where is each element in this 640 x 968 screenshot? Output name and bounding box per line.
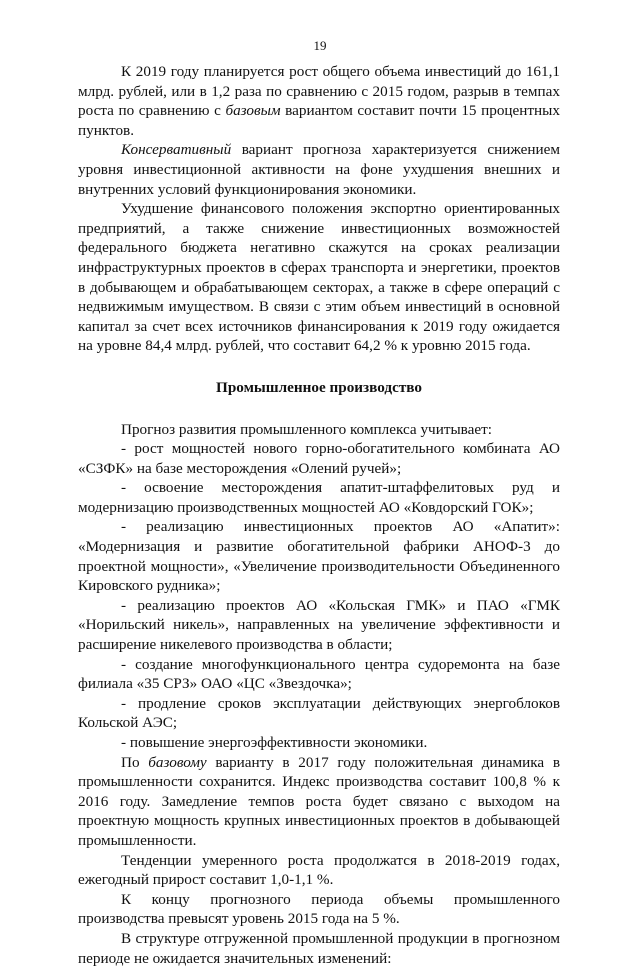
list-item: - освоение месторождения апатит-штаффелитовых руд и модернизацию производственных мощностей АО «Ковдорский ГОК»;	[78, 479, 560, 516]
list-item: - продление сроков эксплуатации действующих энергоблоков Кольской АЭС;	[78, 694, 560, 732]
paragraph-base-part2: варианту в 2017 году положительная динамика в промышленности сохранится. Индекс производства составит 100,8 % к 2016 году. Замедление темпов роста будет связано с выходом на проектную мощность крупных инвестиционных проектов в добывающей промышленности.	[78, 753, 560, 849]
paragraph-conservative	[78, 140, 560, 199]
paragraph-investment-part2: вариантом составит почти 15 процентных пунктов.	[78, 102, 560, 139]
paragraph-conservative-text: вариант прогноза характеризуется снижением уровня инвестиционной активности на фоне ухудшения внешних и внутренних условий функционирования экономики.	[78, 141, 560, 198]
paragraph-investment-part1: К 2019 году планируется рост общего объема инвестиций до 161,1 млрд. рублей, или в 1,2 раза по сравнению с 2015 годом, разрыв в темпах роста по сравнению с	[78, 63, 560, 120]
paragraph-end-of-period: К концу прогнозного периода объемы промышленного производства превысят уровень 2015 года на 5 %.	[78, 890, 560, 928]
forecast-intro: Прогноз развития промышленного комплекса учитывает:	[121, 420, 492, 438]
emphasis-conservative: Консервативный	[121, 141, 232, 159]
paragraph-worsening: Ухудшение финансового положения экспортно ориентированных предприятий, а также снижение инвестиционных возможностей федерального бюджета негативно скажутся на сроках реализации инфраструктурных проектов в сферах транспорта и энергетики, проектов в добывающем и обрабатывающем секторах, а также в сфере операций с недвижимым имуществом. В связи с этим объем инвестиций в основной капитал за счет всех источников финансирования к 2019 году ожидается на уровне 84,4 млрд. рублей, что составит 64,2 % к уровню 2015 года.	[78, 200, 560, 355]
paragraph-structure: В структуре отгруженной промышленной продукции в прогнозном периоде не ожидается значительных изменений:	[78, 929, 560, 967]
list-item: - рост мощностей нового горно-обогатительного комбината АО «СЗФК» на базе месторождения «Олений ручей»;	[78, 440, 560, 477]
paragraph-base-variant	[78, 753, 560, 851]
emphasis-base-variant: базовому	[148, 753, 207, 771]
list-item: - реализацию инвестиционных проектов АО «Апатит»: «Модернизация и развитие обогатительной фабрики АНОФ-3 до проектной мощности», «Увеличение производительности Объединенного Кировского рудника»;	[78, 518, 560, 595]
list-item: - создание многофункционального центра судоремонта на базе филиала «35 СРЗ» ОАО «ЦС «Звездочка»;	[78, 655, 560, 693]
section-heading: Промышленное производство	[216, 378, 422, 396]
paragraph-trend: Тенденции умеренного роста продолжатся в 2018-2019 годах, ежегодный прирост составит 1,0-1,1 %.	[78, 851, 560, 889]
page-number: 19	[313, 38, 327, 53]
list-item: - реализацию проектов АО «Кольская ГМК» и ПАО «ГМК «Норильский никель», направленных на увеличение эффективности и расширение никелевого производства в области;	[78, 596, 560, 654]
list-item: - повышение энергоэффективности экономики.	[121, 734, 428, 751]
paragraph-investment	[78, 62, 560, 140]
emphasis-base: базовым	[225, 102, 281, 120]
paragraph-base-part1: По	[121, 753, 149, 771]
document-body	[78, 62, 560, 968]
